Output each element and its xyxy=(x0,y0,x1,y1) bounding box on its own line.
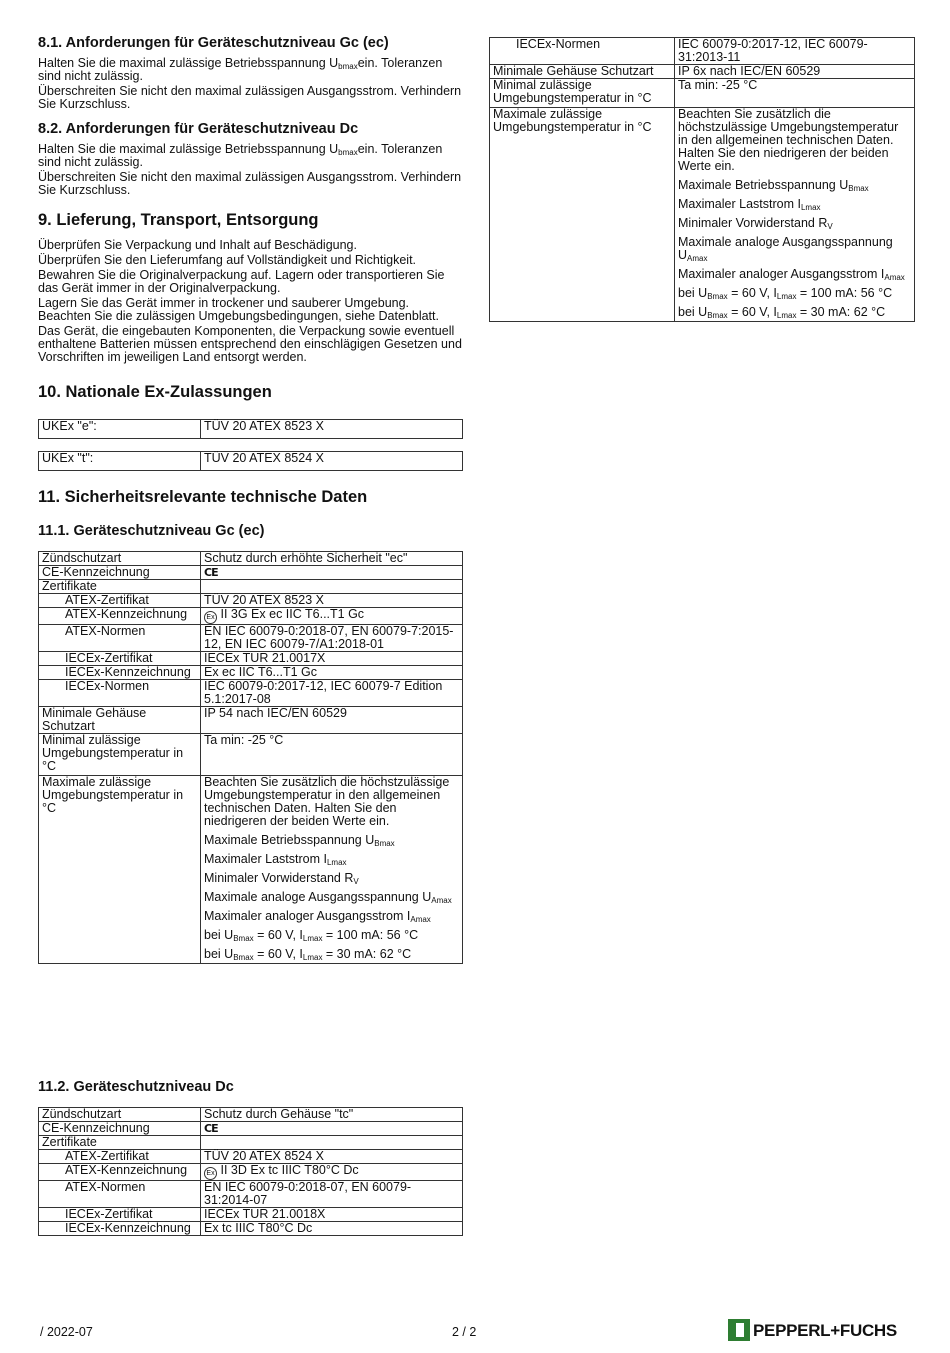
row-key: Zündschutzart xyxy=(39,552,201,566)
row-key: ATEX-Kennzeichnung xyxy=(39,608,201,625)
table-row xyxy=(39,1208,463,1222)
paragraph: Überschreiten Sie nicht den maximal zulässigen Ausgangsstrom. Verhindern Sie Kurzschluss. xyxy=(38,170,462,197)
row-value: TÜV 20 ATEX 8524 X xyxy=(201,1150,463,1164)
row-value: IECEx TUR 21.0018X xyxy=(201,1208,463,1222)
table-row xyxy=(39,1222,463,1236)
table-row xyxy=(39,1122,463,1136)
paragraph: Halten Sie die maximal zulässige Betriebsspannung $U_{bmax}ein$. Toleranzen sind nicht zulässig. xyxy=(38,56,443,83)
row-value: Ex II 3D Ex tc IIIC T80°C Dc xyxy=(201,1164,463,1181)
ukex-t-table xyxy=(38,451,463,471)
row-value: IEC 60079-0:2017-12, IEC 60079-7 Edition 5.1:2017-08 xyxy=(201,680,463,707)
row-key: ATEX-Zertifikat xyxy=(39,594,201,608)
table-row xyxy=(39,552,463,566)
temp-rating-30ma: bei $U_{Bmax} = 60$ V, $I_{Lmax} = 30$ mA: 62 °C xyxy=(204,947,412,962)
ukex-e-label: UKEx "e": xyxy=(39,420,201,439)
row-key: CE-Kennzeichnung xyxy=(39,566,201,580)
table-row xyxy=(39,666,463,680)
pf-logo-icon xyxy=(728,1319,750,1341)
section-9 xyxy=(38,210,463,364)
table-row xyxy=(39,625,463,652)
row-value: Ta min: -25 °C xyxy=(201,734,463,776)
section-10 xyxy=(38,382,463,471)
row-value: EN IEC 60079-0:2018-07, EN 60079-31:2014-07 xyxy=(201,1181,463,1208)
table-row xyxy=(490,79,915,108)
table-row xyxy=(39,1181,463,1208)
row-value: IP 54 nach IEC/EN 60529 xyxy=(201,707,463,734)
paragraph: Überprüfen Sie Verpackung und Inhalt auf Beschädigung. xyxy=(38,238,357,252)
section-11-2 xyxy=(38,1078,463,1236)
row-key: Minimal zulässige Umgebungstemperatur in °C xyxy=(39,734,201,776)
max-analog-voltage: Maximale analoge Ausgangsspannung $U_{Amax}$ xyxy=(204,890,452,905)
table-row xyxy=(39,608,463,625)
brand-name: PEPPERL+FUCHS xyxy=(753,1320,897,1340)
dc-data-table-continued xyxy=(489,37,915,322)
ukex-e-value: TÜV 20 ATEX 8523 X xyxy=(201,420,463,439)
row-key: ATEX-Kennzeichnung xyxy=(39,1164,201,1181)
min-series-resistance: Minimaler Vorwiderstand $R_V$ xyxy=(678,216,833,231)
ex-hexagon-icon: Ex xyxy=(204,1167,217,1180)
row-value: Schutz durch Gehäuse "tc" xyxy=(201,1108,463,1122)
row-value xyxy=(201,776,463,964)
page-number: 2 / 2 xyxy=(452,1325,477,1339)
table-row xyxy=(39,1164,463,1181)
row-key: IECEx-Zertifikat xyxy=(39,652,201,666)
max-analog-current: Maximaler analoger Ausgangsstrom $I_{Amax}$ xyxy=(204,909,431,924)
row-key: Maximale zulässige Umgebungstemperatur in °C xyxy=(490,108,675,322)
table-row xyxy=(39,776,463,964)
row-value: Ex ec IIC T6...T1 Gc xyxy=(201,666,463,680)
section-8-2 xyxy=(38,120,463,197)
row-value: Ex II 3G Ex ec IIC T6...T1 Gc xyxy=(201,608,463,625)
table-row xyxy=(39,707,463,734)
note: Beachten Sie zusätzlich die höchstzulässige Umgebungstemperatur in den allgemeinen technischen Daten. Halten Sie den niedrigeren der beiden Werte ein. xyxy=(204,775,450,828)
row-value xyxy=(675,108,915,322)
table-row xyxy=(39,1136,463,1150)
temp-rating-100ma: bei $U_{Bmax} = 60$ V, $I_{Lmax} = 100$ mA: 56 °C xyxy=(204,928,419,943)
table-row xyxy=(39,734,463,776)
table-row xyxy=(490,65,915,79)
row-key: Zündschutzart xyxy=(39,1108,201,1122)
row-value: IEC 60079-0:2017-12, IEC 60079-31:2013-11 xyxy=(675,38,915,65)
row-value: IP 6x nach IEC/EN 60529 xyxy=(675,65,915,79)
row-value xyxy=(201,1136,463,1150)
brand-logo xyxy=(728,1318,897,1342)
footer-date: / 2022-07 xyxy=(40,1325,93,1339)
max-voltage: Maximale Betriebsspannung $U_{Bmax}$ xyxy=(678,178,869,193)
row-key: Zertifikate xyxy=(39,580,201,594)
row-key: IECEx-Zertifikat xyxy=(39,1208,201,1222)
ce-mark-icon: CE xyxy=(204,1122,218,1135)
table-row xyxy=(39,594,463,608)
paragraph: Halten Sie die maximal zulässige Betriebsspannung $U_{bmax}ein$. Toleranzen sind nicht zulässig. xyxy=(38,142,443,169)
max-voltage: Maximale Betriebsspannung $U_{Bmax}$ xyxy=(204,833,395,848)
ex-hexagon-icon: Ex xyxy=(204,611,217,624)
row-key: IECEx-Normen xyxy=(39,680,201,707)
row-value: Ta min: -25 °C xyxy=(675,79,915,108)
row-key: CE-Kennzeichnung xyxy=(39,1122,201,1136)
table-row xyxy=(39,580,463,594)
section-title: 8.1. Anforderungen für Geräteschutzniveau Gc (ec) xyxy=(38,35,389,51)
table-row xyxy=(490,38,915,65)
row-value: EN IEC 60079-0:2018-07, EN 60079-7:2015-12, EN IEC 60079-7/A1:2018-01 xyxy=(201,625,463,652)
row-key: Maximale zulässige Umgebungstemperatur in °C xyxy=(39,776,201,964)
table-row xyxy=(490,108,915,322)
dc-data-table xyxy=(38,1107,463,1236)
section-title: 11.2. Geräteschutzniveau Dc xyxy=(38,1079,234,1095)
row-value: Schutz durch erhöhte Sicherheit "ec" xyxy=(201,552,463,566)
row-key: ATEX-Normen xyxy=(39,1181,201,1208)
row-key: Minimale Gehäuse Schutzart xyxy=(490,65,675,79)
ukex-t-label: UKEx "t": xyxy=(39,452,201,471)
row-value: IECEx TUR 21.0017X xyxy=(201,652,463,666)
table-row xyxy=(39,566,463,580)
section-title: 8.2. Anforderungen für Geräteschutzniveau Dc xyxy=(38,121,359,137)
section-8-1 xyxy=(38,34,463,111)
table-row xyxy=(39,1108,463,1122)
paragraph: Bewahren Sie die Originalverpackung auf. Lagern oder transportieren Sie das Gerät immer in der Originalverpackung. xyxy=(38,268,445,295)
temp-rating-30ma: bei $U_{Bmax} = 60$ V, $I_{Lmax} = 30$ mA: 62 °C xyxy=(678,305,886,320)
paragraph: Überprüfen Sie den Lieferumfang auf Vollständigkeit und Richtigkeit. xyxy=(38,253,417,267)
max-load-current: Maximaler Laststrom $I_{Lmax}$ xyxy=(204,852,347,867)
max-analog-current: Maximaler analoger Ausgangsstrom $I_{Amax}$ xyxy=(678,267,905,282)
section-title: 10. Nationale Ex-Zulassungen xyxy=(38,383,272,401)
row-value: Ex tc IIIC T80°C Dc xyxy=(201,1222,463,1236)
row-key: IECEx-Normen xyxy=(490,38,675,65)
paragraph: Überschreiten Sie nicht den maximal zulässigen Ausgangsstrom. Verhindern Sie Kurzschluss. xyxy=(38,84,462,111)
table-row xyxy=(39,1150,463,1164)
row-key: Minimale Gehäuse Schutzart xyxy=(39,707,201,734)
ukex-t-value: TÜV 20 ATEX 8524 X xyxy=(201,452,463,471)
row-key: Zertifikate xyxy=(39,1136,201,1150)
table-row xyxy=(39,652,463,666)
right-column xyxy=(489,37,915,322)
row-value xyxy=(201,566,463,580)
row-key: IECEx-Kennzeichnung xyxy=(39,666,201,680)
ukex-e-table xyxy=(38,419,463,439)
row-key: ATEX-Zertifikat xyxy=(39,1150,201,1164)
section-11-1 xyxy=(38,522,463,964)
temp-rating-100ma: bei $U_{Bmax} = 60$ V, $I_{Lmax} = 100$ mA: 56 °C xyxy=(678,286,893,301)
section-title: 9. Lieferung, Transport, Entsorgung xyxy=(38,211,319,229)
gc-data-table xyxy=(38,551,463,964)
paragraph: Lagern Sie das Gerät immer in trockener und sauberer Umgebung. Beachten Sie die zulässigen Umgebungsbedingungen, siehe Datenblatt. xyxy=(38,296,439,323)
section-title: 11. Sicherheitsrelevante technische Daten xyxy=(38,488,368,506)
row-value: TÜV 20 ATEX 8523 X xyxy=(201,594,463,608)
row-value xyxy=(201,580,463,594)
min-series-resistance: Minimaler Vorwiderstand $R_V$ xyxy=(204,871,359,886)
section-11 xyxy=(38,487,463,507)
table-row xyxy=(39,680,463,707)
row-key: IECEx-Kennzeichnung xyxy=(39,1222,201,1236)
row-key: ATEX-Normen xyxy=(39,625,201,652)
note: Beachten Sie zusätzlich die höchstzulässige Umgebungstemperatur in den allgemeinen technischen Daten. Halten Sie den niedrigeren der beiden Werte ein. xyxy=(678,107,899,173)
section-title: 11.1. Geräteschutzniveau Gc (ec) xyxy=(38,523,265,539)
ce-mark-icon: CE xyxy=(204,566,218,579)
paragraph: Das Gerät, die eingebauten Komponenten, die Verpackung sowie eventuell enthaltene Batterien müssen entsprechend den einschlägigen Gesetzen und Vorschriften im jeweiligen Land entsorgt werden. xyxy=(38,324,462,364)
row-key: Minimal zulässige Umgebungstemperatur in °C xyxy=(490,79,675,108)
max-analog-voltage: Maximale analoge Ausgangsspannung $U_{Amax}$ xyxy=(678,235,893,263)
max-load-current: Maximaler Laststrom $I_{Lmax}$ xyxy=(678,197,821,212)
row-value xyxy=(201,1122,463,1136)
